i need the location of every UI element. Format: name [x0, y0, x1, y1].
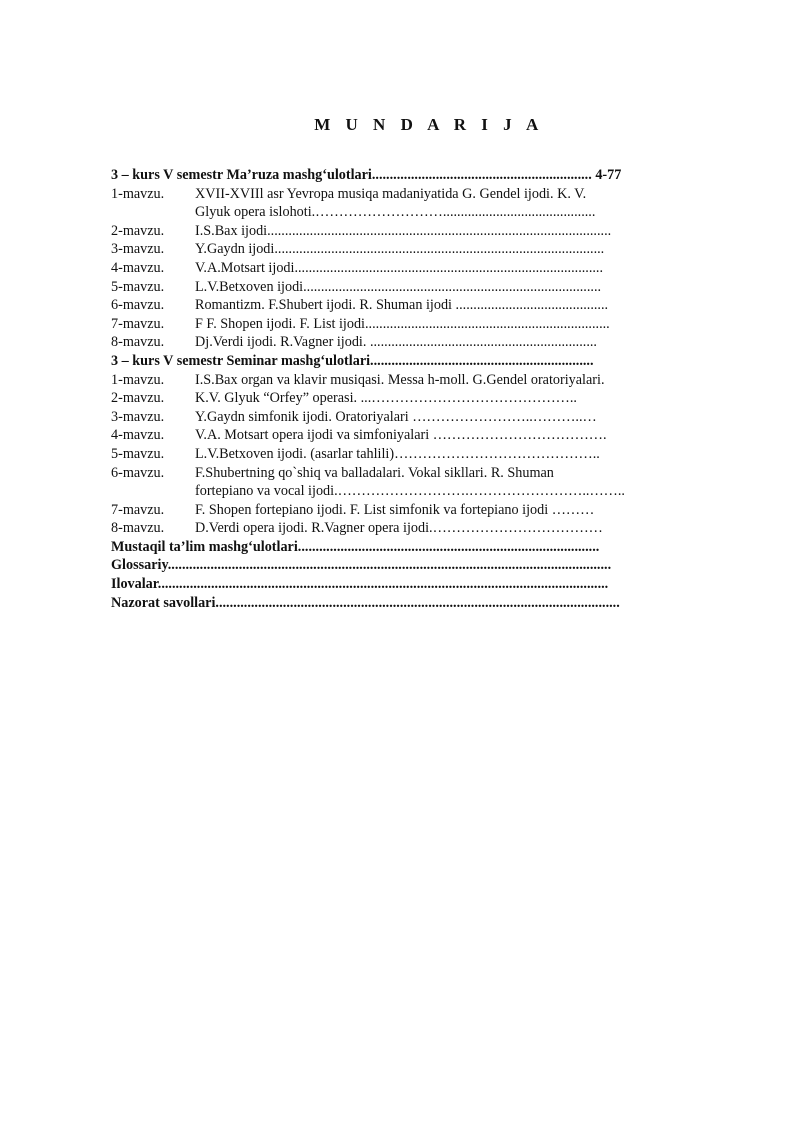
toc-entry[interactable]: [111, 278, 706, 297]
topic-number: 3-mavzu.: [111, 408, 165, 425]
topic-title: F F. Shopen ijodi. F. List ijodi.....................................................................: [195, 315, 610, 332]
toc-entry[interactable]: [111, 408, 706, 427]
topic-number: 6-mavzu.: [111, 297, 165, 314]
toc-entry[interactable]: [111, 222, 706, 241]
toc-entry[interactable]: [111, 259, 706, 278]
topic-title: Dj.Verdi ijodi. R.Vagner ijodi. ................................................................: [195, 334, 597, 351]
toc-entry[interactable]: [111, 240, 706, 259]
topic-title: K.V. Glyuk “Orfey” operasi. ...……………………………………..: [195, 390, 577, 407]
toc-entry[interactable]: [111, 185, 706, 204]
topic-number: 4-mavzu.: [111, 427, 165, 444]
topic-number: 7-mavzu.: [111, 501, 165, 518]
toc-entry[interactable]: [111, 501, 706, 520]
topic-number: 4-mavzu.: [111, 259, 165, 276]
toc-entry[interactable]: [111, 333, 706, 352]
topic-number: 5-mavzu.: [111, 278, 165, 295]
topic-title: Romantizm. F.Shubert ijodi. R. Shuman ijodi ...........................................: [195, 297, 609, 314]
toc-entry[interactable]: [111, 445, 706, 464]
topic-number: 3-mavzu.: [111, 241, 165, 258]
topic-title: I.S.Bax organ va klavir musiqasi. Messa h-moll. G.Gendel oratoriyalari.: [195, 371, 605, 388]
table-of-contents: [111, 166, 706, 612]
topic-title: I.S.Bax ijodi.................................................................................................: [195, 222, 612, 239]
topic-number: 7-mavzu.: [111, 315, 165, 332]
topic-title: F.Shubertning qo`shiq va balladalari. Vokal sikllari. R. Shuman: [195, 464, 554, 481]
toc-entry-glossary[interactable]: Glossariy.............................................................................................................................: [111, 557, 612, 574]
topic-number: 8-mavzu.: [111, 520, 165, 537]
toc-entry[interactable]: [111, 519, 706, 538]
section-heading-lectures[interactable]: 3 – kurs V semestr Ma’ruza mashg‘ulotlari.............................................................. 4-77: [111, 167, 622, 183]
topic-title: V.A.Motsart ijodi.......................................................................................: [195, 259, 604, 276]
toc-entry-independent-study[interactable]: Mustaqil ta’lim mashg‘ulotlari.....................................................................................: [111, 538, 600, 555]
topic-title: F. Shopen fortepiano ijodi. F. List simfonik va fortepiano ijodi ………: [195, 501, 595, 518]
topic-number: 2-mavzu.: [111, 390, 165, 407]
topic-title: Y.Gaydn simfonik ijodi. Oratoriyalari ……………………..………..…: [195, 408, 597, 425]
toc-entry[interactable]: [111, 371, 706, 390]
topic-number: 1-mavzu.: [111, 371, 165, 388]
toc-entry[interactable]: [111, 464, 706, 483]
toc-entry-control-questions[interactable]: Nazorat savollari..................................................................................................................: [111, 594, 620, 611]
topic-number: 8-mavzu.: [111, 334, 165, 351]
topic-title: XVII-XVIIl asr Yevropa musiqa madaniyatida G. Gendel ijodi. K. V.: [195, 185, 587, 202]
topic-number: 2-mavzu.: [111, 222, 165, 239]
topic-title: L.V.Betxoven ijodi....................................................................................: [195, 278, 602, 295]
toc-entry[interactable]: [111, 315, 706, 334]
topic-title: L.V.Betxoven ijodi. (asarlar tahlili)……………………………………..: [195, 445, 600, 462]
section-heading-seminars[interactable]: 3 – kurs V semestr Seminar mashg‘ulotlari...............................................................: [111, 352, 594, 369]
toc-entry-appendices[interactable]: Ilovalar...............................................................................................................................: [111, 576, 609, 593]
topic-number: 6-mavzu.: [111, 464, 165, 481]
toc-entry[interactable]: [111, 389, 706, 408]
topic-title-continuation: Glyuk opera islohoti.………………………...........................................: [195, 204, 596, 221]
topic-title: V.A. Motsart opera ijodi va simfoniyalari ……………………………….: [195, 427, 607, 444]
topic-number: 1-mavzu.: [111, 185, 165, 202]
topic-title-continuation: fortepiano va vocal ijodi.……………………….……………………..……..: [195, 483, 625, 500]
toc-entry[interactable]: [111, 296, 706, 315]
page-title: M U N D A R I J A: [314, 115, 544, 134]
topic-title: D.Verdi opera ijodi. R.Vagner opera ijodi.………………………………: [195, 520, 603, 537]
topic-number: 5-mavzu.: [111, 445, 165, 462]
topic-title: Y.Gaydn ijodi.............................................................................................: [195, 241, 605, 258]
toc-entry[interactable]: [111, 426, 706, 445]
